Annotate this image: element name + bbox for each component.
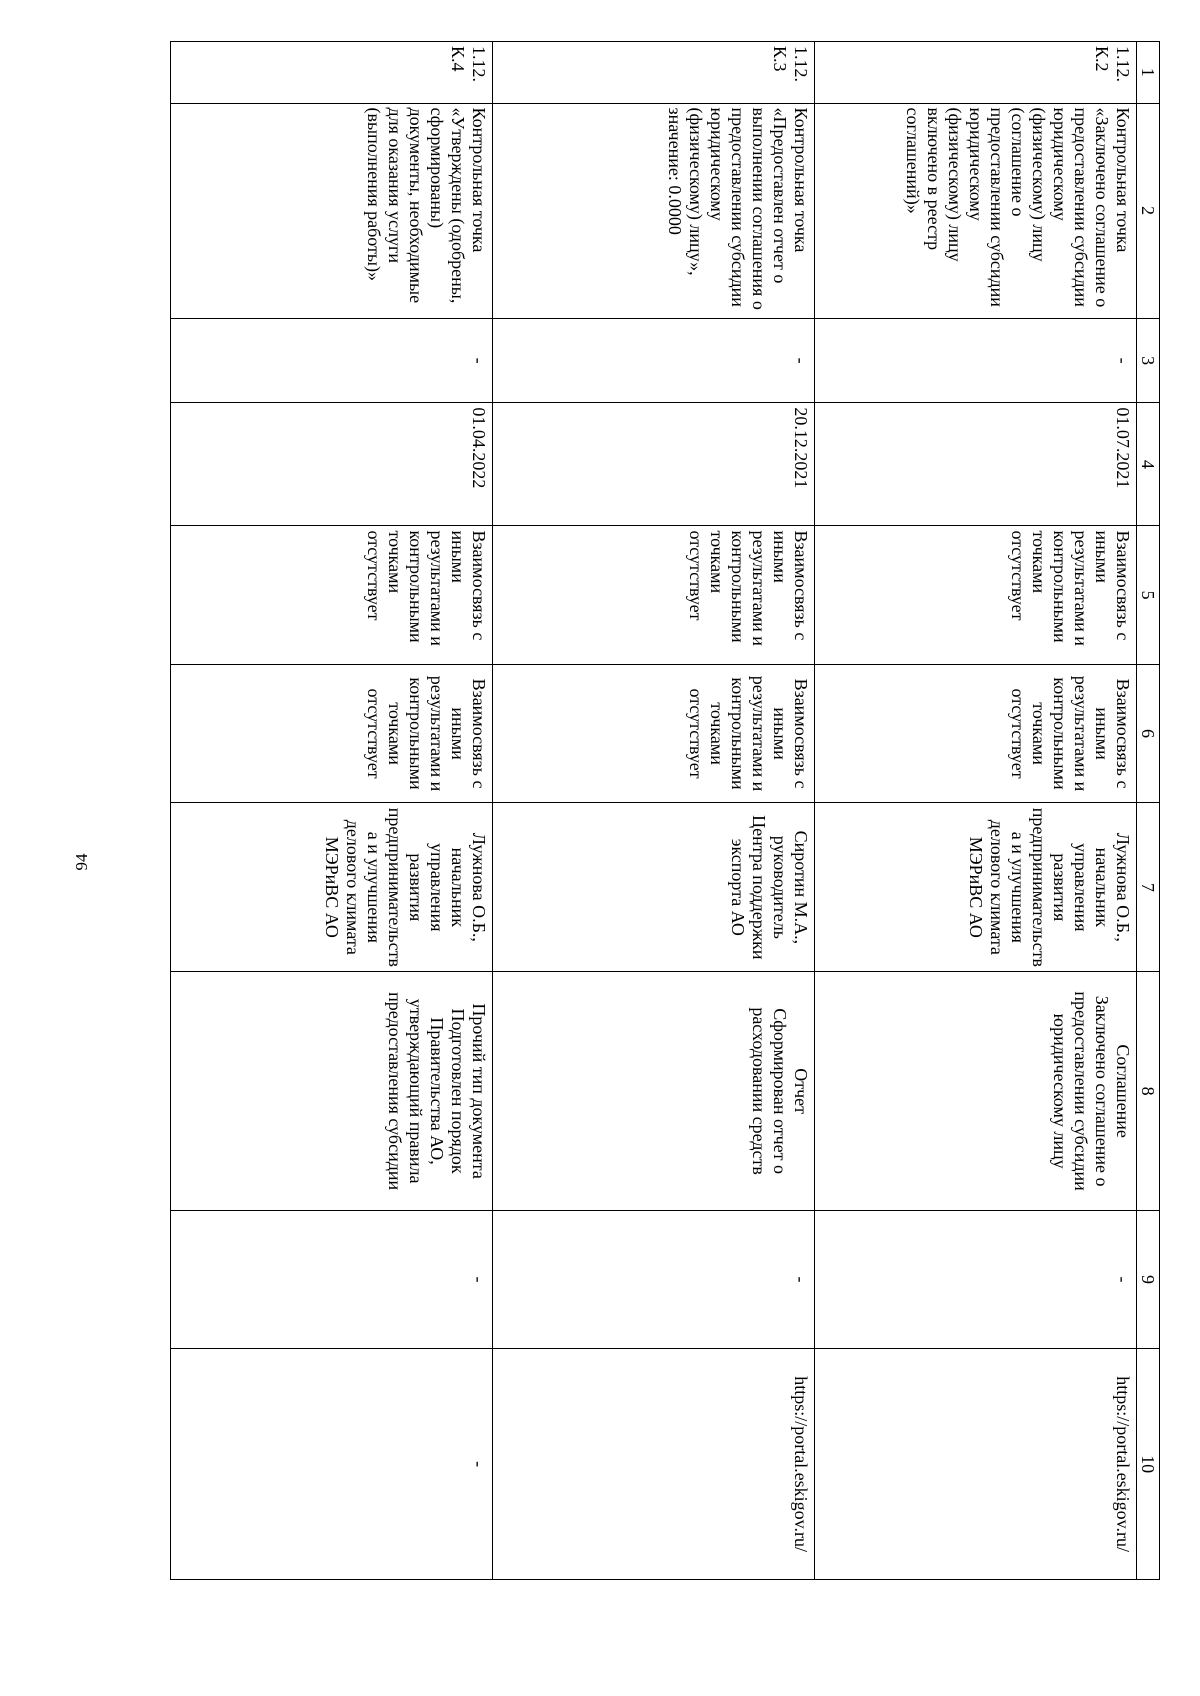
row-number: 1.12. К.2 (814, 42, 1136, 104)
cell-col9: - (814, 1210, 1136, 1348)
col-header: 8 (1136, 972, 1159, 1210)
responsible: Лужнова О.Б., начальник управления развития предпринимательства и улучшения делового климата МЭРиВС АО (814, 803, 1136, 972)
document-description: Сформирован отчет о расходовании средств (748, 1007, 790, 1175)
rotated-table-area (170, 41, 1160, 1580)
due-date: 01.04.2022 (171, 403, 493, 526)
control-points-table (170, 41, 1160, 1580)
cell-col3: - (171, 318, 493, 403)
relation-col6: Взаимосвязь с иными результатами и контрольными точками отсутствует (171, 664, 493, 802)
col-header: 2 (1136, 103, 1159, 318)
row-number: 1.12. К.3 (492, 42, 814, 104)
document-cell (171, 972, 493, 1210)
table-row (492, 42, 814, 1580)
row-number: 1.12. К.4 (171, 42, 493, 104)
table-row (814, 42, 1136, 1580)
col-header: 3 (1136, 318, 1159, 403)
cell-col9: - (492, 1210, 814, 1348)
table-row (171, 42, 493, 1580)
due-date: 01.07.2021 (814, 403, 1136, 526)
col-header: 5 (1136, 526, 1159, 664)
relation-col5: Взаимосвязь с иными результатами и контрольными точками отсутствует (492, 526, 814, 664)
document-type: Соглашение (1112, 1044, 1133, 1138)
info-system-link[interactable]: https://portal.eskigov.ru/ (492, 1349, 814, 1580)
info-system-link: - (171, 1349, 493, 1580)
col-header: 4 (1136, 403, 1159, 526)
col-header: 7 (1136, 803, 1159, 972)
control-point-name: Контрольная точка «Предоставлен отчет о выполнении соглашения о предоставлении субсидии юридическому (физическому) лицу», значение: 0.0000 (492, 103, 814, 318)
document-cell (492, 972, 814, 1210)
cell-col3: - (492, 318, 814, 403)
col-header: 6 (1136, 664, 1159, 802)
due-date: 20.12.2021 (492, 403, 814, 526)
control-point-name: Контрольная точка «Утверждены (одобрены, сформированы) документы, необходимые для оказания услуги (выполнения работы)» (171, 103, 493, 318)
document-type: Отчет (790, 1068, 811, 1114)
responsible: Сиротин М.А., руководитель Центра поддержки экспорта АО (492, 803, 814, 972)
document-description: Подготовлен порядок Правительства АО, утверждающий правила предоставления субсидии (384, 992, 468, 1191)
responsible: Лужнова О.Б., начальник управления развития предпринимательства и улучшения делового климата МЭРиВС АО (171, 803, 493, 972)
control-point-name: Контрольная точка «Заключено соглашение о предоставлении субсидии юридическому (физическому) лицу (соглашение о предоставлении субсидии юридическому (физическому) лицу включено в реестр соглашений)» (814, 103, 1136, 318)
header-row (1136, 42, 1159, 1580)
col-header: 1 (1136, 42, 1159, 104)
relation-col5: Взаимосвязь с иными результатами и контрольными точками отсутствует (814, 526, 1136, 664)
document-cell (814, 972, 1136, 1210)
document-description: Заключено соглашение о предоставлении субсидии юридическому лицу (1049, 991, 1112, 1191)
relation-col6: Взаимосвязь с иными результатами и контрольными точками отсутствует (814, 664, 1136, 802)
relation-col5: Взаимосвязь с иными результатами и контрольными точками отсутствует (171, 526, 493, 664)
cell-col3: - (814, 318, 1136, 403)
col-header: 9 (1136, 1210, 1159, 1348)
info-system-link[interactable]: https://portal.eskigov.ru/ (814, 1349, 1136, 1580)
col-header: 10 (1136, 1349, 1159, 1580)
cell-col9: - (171, 1210, 493, 1348)
page-number: 94 (72, 853, 91, 871)
document-type: Прочий тип документа (468, 1003, 489, 1179)
relation-col6: Взаимосвязь с иными результатами и контрольными точками отсутствует (492, 664, 814, 802)
